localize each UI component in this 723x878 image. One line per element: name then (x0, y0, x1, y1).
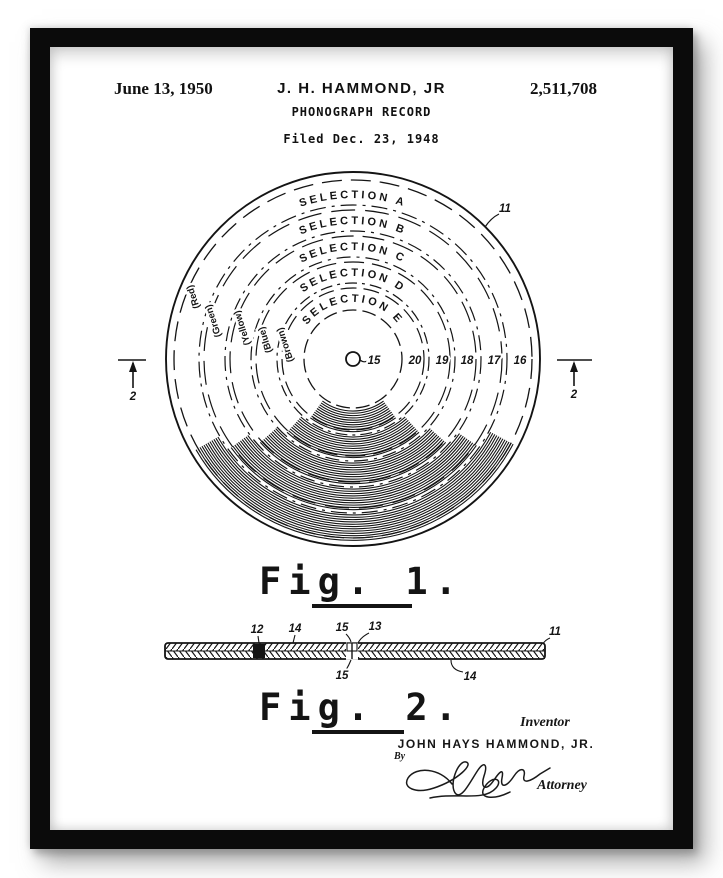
color-label-blue: (Blue) (256, 325, 276, 355)
ref-17: 17 (487, 355, 501, 367)
ref-20: 20 (408, 355, 422, 367)
inventor-name: JOHN HAYS HAMMOND, JR. (397, 737, 595, 751)
color-label-red: (Red) (184, 283, 203, 311)
section-label-left: 2 (129, 391, 137, 403)
selection-e-label: SELECTION E (300, 292, 406, 328)
fig2-caption-underline (312, 730, 404, 734)
by-label: By (394, 751, 406, 762)
rim-leader (485, 214, 499, 227)
fig1-caption: Fig. 1. (259, 560, 464, 603)
patent-inventor-header: J. H. HAMMOND, JR (277, 80, 446, 97)
center-hole (346, 352, 360, 366)
section-label-right: 2 (570, 389, 578, 401)
selection-d-label: SELECTION D (298, 266, 408, 296)
selection-a-label: SELECTION A (297, 188, 409, 210)
ref-18: 18 (460, 355, 474, 367)
center-hole-leader (360, 360, 367, 362)
ref-11-edge: 11 (549, 626, 561, 638)
patent-title: PHONOGRAPH RECORD (291, 105, 432, 119)
ref-11-rim: 11 (499, 203, 511, 215)
color-label-yellow: (Yellow) (231, 308, 254, 347)
section-arrow-right (557, 360, 592, 386)
patent-date: June 13, 1950 (114, 79, 213, 98)
picture-frame (30, 28, 693, 849)
inventor-label: Inventor (520, 715, 570, 730)
attorney-label: Attorney (537, 778, 587, 793)
ref-14-top: 14 (288, 623, 302, 635)
ref-14-bottom: 14 (463, 671, 477, 683)
record-diagram (50, 152, 673, 587)
ref-15-center: 15 (367, 355, 381, 367)
insert-12 (253, 644, 265, 658)
filed-date: Filed Dec. 23, 1948 (283, 132, 440, 146)
fig2-caption: Fig. 2. (259, 686, 464, 729)
ref-19: 19 (435, 355, 449, 367)
fig1-caption-underline (312, 604, 412, 608)
selection-b-label: SELECTION B (297, 214, 409, 238)
patent-number: 2,511,708 (529, 79, 597, 98)
section-arrow-left (118, 360, 146, 388)
ref-13: 13 (368, 621, 382, 633)
patent-page (50, 47, 673, 830)
ref-12: 12 (250, 624, 264, 636)
groove-sectors (196, 401, 513, 540)
color-label-brown: (Brown) (274, 326, 297, 364)
selection-c-label: SELECTION C (297, 240, 409, 266)
ref-16: 16 (513, 355, 527, 367)
record-cross-section (165, 642, 545, 660)
color-label-green: (Green) (203, 303, 225, 339)
ref-15-top: 15 (335, 622, 349, 634)
ref-15-bottom: 15 (335, 670, 349, 682)
